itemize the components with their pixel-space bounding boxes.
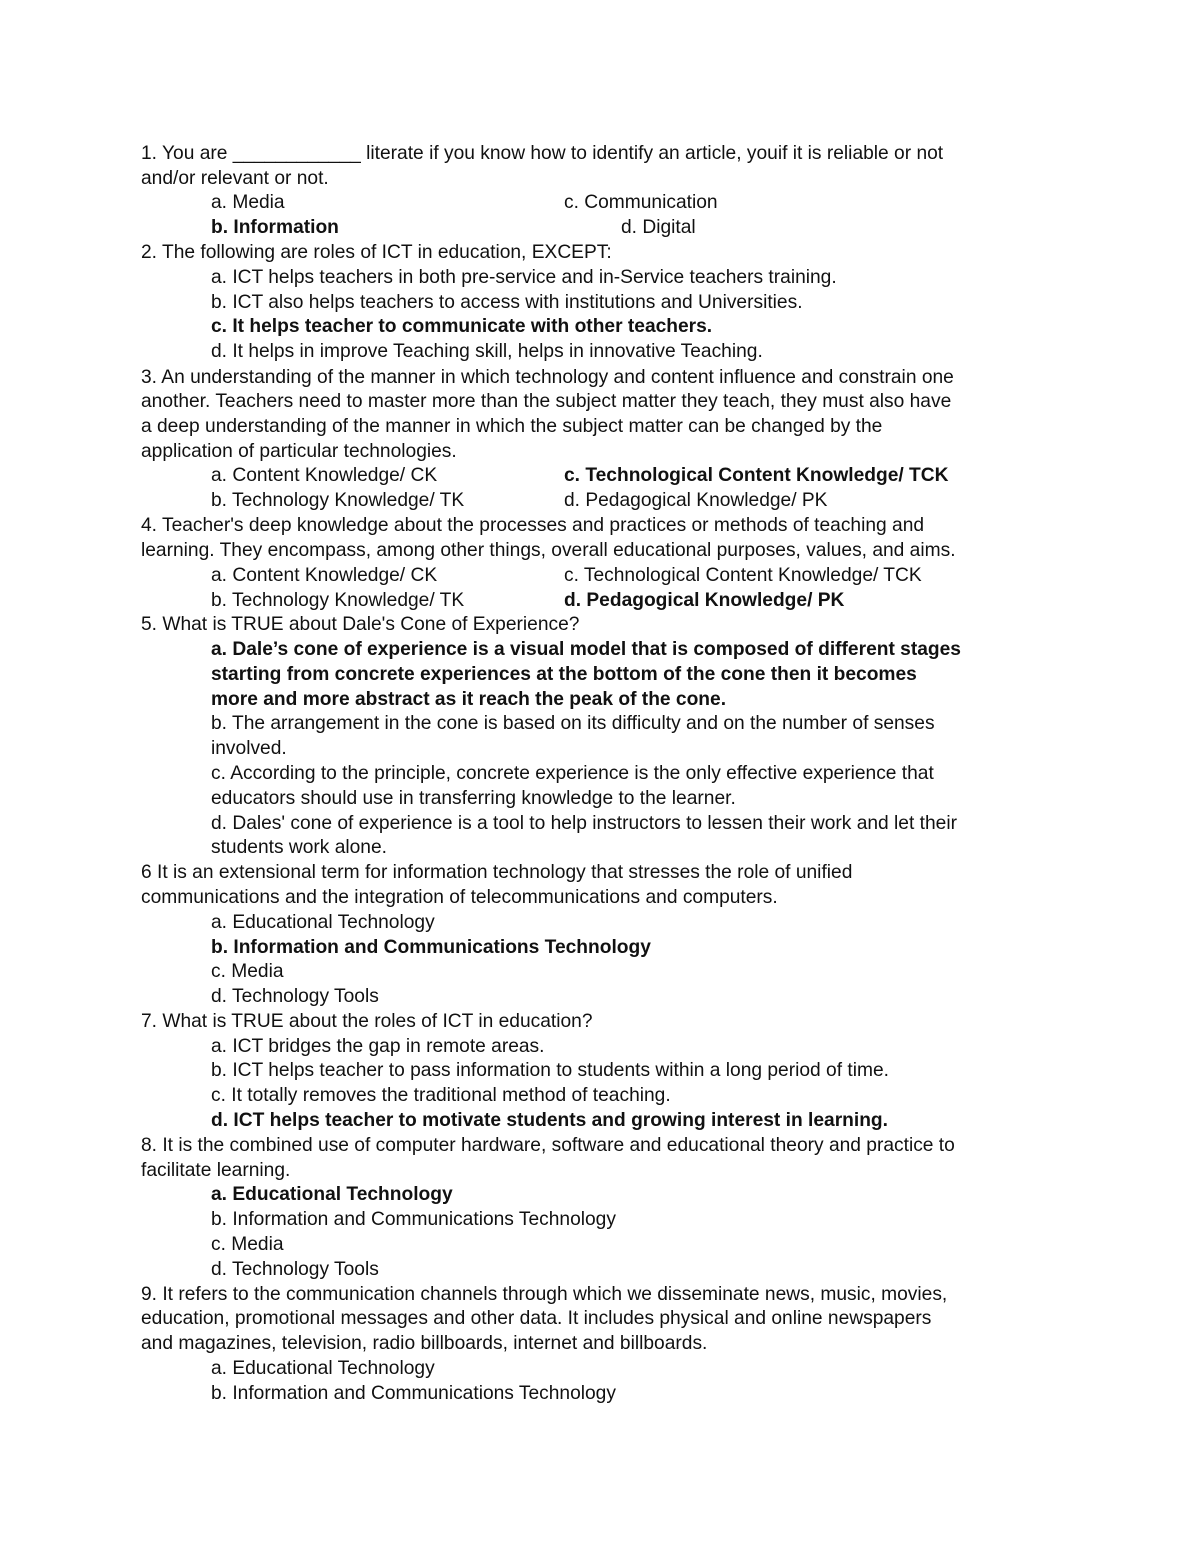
q5-option-a-answer-cont: starting from concrete experiences at the bottom of the cone then it becomes <box>211 664 917 685</box>
q5-option-b-cont: involved. <box>211 738 287 759</box>
question-1-text-cont: and/or relevant or not. <box>141 168 329 189</box>
q5-option-b: b. The arrangement in the cone is based on its difficulty and on the number of senses <box>211 713 935 734</box>
q1-option-d: d. Digital <box>621 217 696 238</box>
q5-option-c-cont: educators should use in transferring knowledge to the learner. <box>211 788 736 809</box>
q6-option-c: c. Media <box>211 961 284 982</box>
question-3-text-cont: another. Teachers need to master more than the subject matter they teach, they must also have <box>141 391 952 412</box>
question-1-text: 1. You are ____________ literate if you know how to identify an article, youif it is reliable or not <box>141 143 944 164</box>
q8-option-b: b. Information and Communications Technology <box>211 1209 616 1230</box>
q1-option-c: c. Communication <box>564 192 718 213</box>
question-4-text: 4. Teacher's deep knowledge about the processes and practices or methods of teaching and <box>141 515 925 536</box>
q6-option-a: a. Educational Technology <box>211 912 435 933</box>
q7-option-a: a. ICT bridges the gap in remote areas. <box>211 1036 545 1057</box>
q3-option-a: a. Content Knowledge/ CK <box>211 465 438 486</box>
q5-option-a-answer-cont: more and more abstract as it reach the peak of the cone. <box>211 689 727 710</box>
q5-option-d: d. Dales' cone of experience is a tool to help instructors to lessen their work and let their <box>211 813 957 834</box>
q2-option-c-answer: c. It helps teacher to communicate with other teachers. <box>211 316 713 337</box>
q1-option-b-answer: b. Information <box>211 217 339 238</box>
q2-option-d: d. It helps in improve Teaching skill, helps in innovative Teaching. <box>211 341 763 362</box>
question-7-text: 7. What is TRUE about the roles of ICT in education? <box>141 1011 593 1032</box>
q2-option-a: a. ICT helps teachers in both pre-service and in-Service teachers training. <box>211 267 837 288</box>
q8-option-a-answer: a. Educational Technology <box>211 1184 453 1205</box>
q1-option-a: a. Media <box>211 192 285 213</box>
question-5-text: 5. What is TRUE about Dale's Cone of Experience? <box>141 614 580 635</box>
q4-option-a: a. Content Knowledge/ CK <box>211 565 438 586</box>
question-8-text: 8. It is the combined use of computer hardware, software and educational theory and practice to <box>141 1135 955 1156</box>
q3-option-b: b. Technology Knowledge/ TK <box>211 490 465 511</box>
q7-option-b: b. ICT helps teacher to pass information to students within a long period of time. <box>211 1060 889 1081</box>
question-4-text-cont: learning. They encompass, among other things, overall educational purposes, values, and aims. <box>141 540 956 561</box>
question-9-text: 9. It refers to the communication channels through which we disseminate news, music, movies, <box>141 1284 948 1305</box>
question-6-text-cont: communications and the integration of telecommunications and computers. <box>141 887 778 908</box>
q5-option-d-cont: students work alone. <box>211 837 387 858</box>
q4-option-b: b. Technology Knowledge/ TK <box>211 590 465 611</box>
q3-option-c-answer: c. Technological Content Knowledge/ TCK <box>564 465 949 486</box>
question-9-text-cont: education, promotional messages and other data. It includes physical and online newspapers <box>141 1308 932 1329</box>
q4-option-c: c. Technological Content Knowledge/ TCK <box>564 565 922 586</box>
q2-option-b: b. ICT also helps teachers to access with institutions and Universities. <box>211 292 803 313</box>
question-2-text: 2. The following are roles of ICT in education, EXCEPT: <box>141 242 612 263</box>
q7-option-d-answer: d. ICT helps teacher to motivate students and growing interest in learning. <box>211 1110 888 1131</box>
q3-option-d: d. Pedagogical Knowledge/ PK <box>564 490 828 511</box>
q5-option-c: c. According to the principle, concrete experience is the only effective experience that <box>211 763 934 784</box>
q8-option-c: c. Media <box>211 1234 284 1255</box>
q9-option-b: b. Information and Communications Technology <box>211 1383 616 1404</box>
question-3-text: 3. An understanding of the manner in which technology and content influence and constrain one <box>141 367 954 388</box>
q4-option-d-answer: d. Pedagogical Knowledge/ PK <box>564 590 845 611</box>
q9-option-a: a. Educational Technology <box>211 1358 435 1379</box>
q6-option-b-answer: b. Information and Communications Technology <box>211 937 651 958</box>
q5-option-a-answer: a. Dale’s cone of experience is a visual model that is composed of different stages <box>211 639 961 660</box>
question-3-text-cont: application of particular technologies. <box>141 441 457 462</box>
question-8-text-cont: facilitate learning. <box>141 1160 291 1181</box>
question-3-text-cont: a deep understanding of the manner in which the subject matter can be changed by the <box>141 416 883 437</box>
q6-option-d: d. Technology Tools <box>211 986 379 1007</box>
q7-option-c: c. It totally removes the traditional method of teaching. <box>211 1085 671 1106</box>
question-6-text: 6 It is an extensional term for information technology that stresses the role of unified <box>141 862 853 883</box>
question-9-text-cont: and magazines, television, radio billboards, internet and billboards. <box>141 1333 708 1354</box>
q8-option-d: d. Technology Tools <box>211 1259 379 1280</box>
